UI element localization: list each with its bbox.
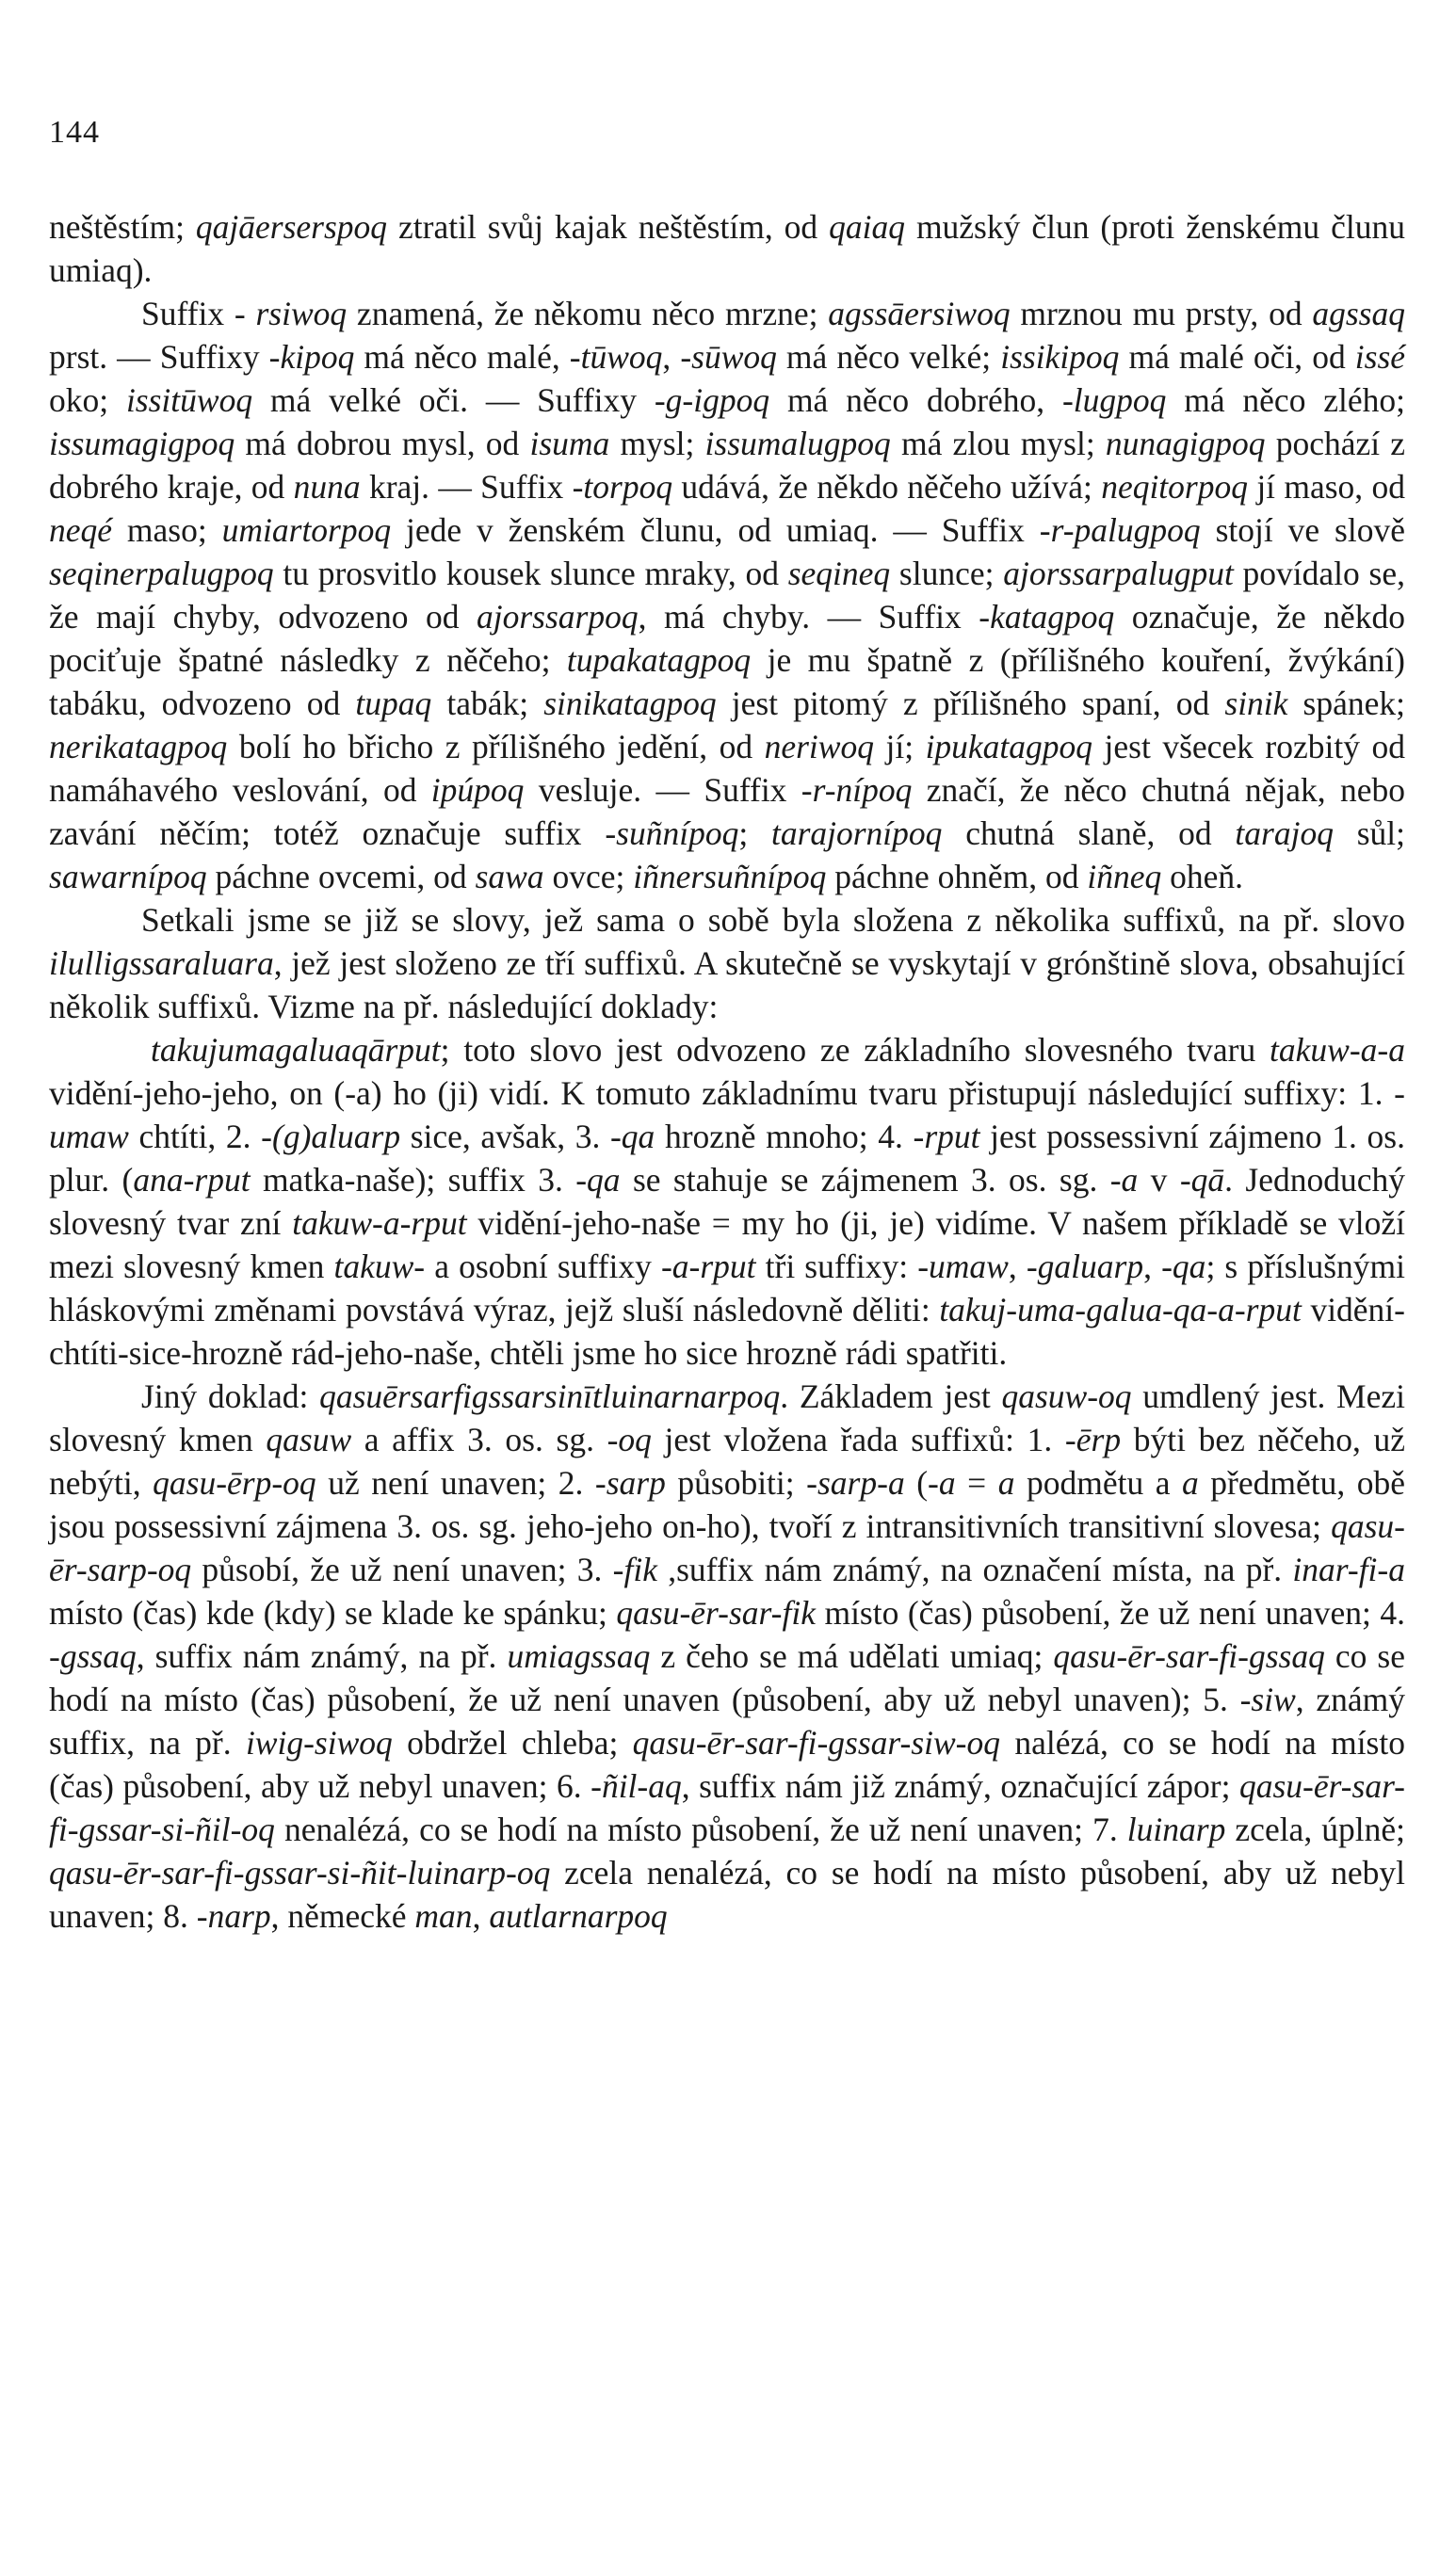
italic-term: -sūwoq: [680, 338, 777, 376]
italic-term: qasu-ērp-oq: [153, 1464, 316, 1502]
text-run: neštěstím;: [49, 208, 196, 246]
italic-term: neqé: [49, 511, 113, 549]
text-run: co se hodí na místo (čas) působení, že už není unaven (působení, aby už nebyl unaven); 5.: [49, 1637, 1405, 1718]
italic-term: isuma: [529, 425, 610, 462]
text-run: je mu špatně z (přílišného kouření, žvýkání) tabáku, odvozeno od: [49, 641, 1405, 722]
text-run: slunce;: [890, 555, 1004, 592]
text-run: udává, že někdo něčeho užívá;: [672, 468, 1102, 506]
italic-term: -qa: [575, 1161, 621, 1199]
italic-term: autlarnarpoq: [489, 1897, 668, 1935]
text-run: chtíti, 2.: [128, 1118, 262, 1155]
italic-term: umiagssaq: [507, 1637, 651, 1675]
italic-term: -qā: [1179, 1161, 1225, 1199]
text-run: maso;: [112, 511, 222, 549]
italic-term: sinik: [1224, 684, 1288, 722]
italic-term: -a: [928, 1464, 956, 1502]
italic-term: -sarp-a: [806, 1464, 905, 1502]
italic-term: -narp: [196, 1897, 271, 1935]
text-run: označuje, že někdo pociťuje špatné následky z něčeho;: [49, 598, 1405, 679]
italic-term: sawa: [475, 858, 544, 895]
italic-term: qajāerserspoq: [195, 208, 388, 246]
italic-term: tarajoq: [1235, 814, 1334, 852]
italic-term: qasuw: [266, 1421, 352, 1458]
italic-term: qasu-ēr-sar-fik: [616, 1594, 816, 1632]
italic-term: agssāersiwoq: [828, 295, 1011, 332]
italic-term: -siw: [1239, 1681, 1296, 1718]
italic-term: nerikatagpoq: [49, 728, 228, 765]
text-run: =: [955, 1464, 998, 1502]
italic-term: -torpoq: [572, 468, 673, 506]
italic-term: iñneq: [1087, 858, 1162, 895]
italic-term: takuj-uma-galua-qa-a-rput: [939, 1291, 1302, 1328]
text-run: . Základem jest: [780, 1377, 1002, 1415]
text-run: předmětu, obě jsou possessivní zájmena 3. os. sg. jeho-jeho on-ho), tvoří z intransitivních transitivní slovesa;: [49, 1464, 1405, 1545]
italic-term: rsiwoq: [255, 295, 348, 332]
italic-term: seqinerpalugpoq: [49, 555, 274, 592]
text-run: , známý suffix, na př.: [49, 1681, 1405, 1762]
text-run: jest vložena řada suffixů: 1.: [651, 1421, 1065, 1458]
text-run: jede v ženském člunu, od umiaq. — Suffix: [391, 511, 1040, 549]
italic-term: tarajornípoq: [770, 814, 943, 852]
text-run: spánek;: [1287, 684, 1405, 722]
italic-term: tupaq: [355, 684, 432, 722]
text-run: má něco velké;: [776, 338, 1001, 376]
text-run: zcela nenalézá, co se hodí na místo působení, aby už nebyl unaven; 8.: [49, 1854, 1405, 1935]
text-run: hrozně mnoho; 4.: [655, 1118, 914, 1155]
text-run: tři suffixy:: [755, 1248, 918, 1285]
text-run: prst. — Suffixy: [49, 338, 269, 376]
italic-term: nuna: [293, 468, 361, 506]
text-run: značí, že něco chutná nějak, nebo zavání něčím; totéž označuje suffix: [49, 771, 1405, 852]
text-run: se stahuje se zájmenem 3. os. sg.: [620, 1161, 1110, 1199]
text-run: páchne ovcemi, od: [206, 858, 476, 895]
italic-term: neriwoq: [764, 728, 874, 765]
paragraph-5: [49, 1375, 1405, 1938]
italic-term: seqineq: [787, 555, 891, 592]
text-run: jest possessivní zájmeno 1. os. plur. (: [49, 1118, 1405, 1199]
italic-term: issumalugpoq: [704, 425, 891, 462]
italic-term: -kipoq: [268, 338, 355, 376]
text-run: , suffix nám již známý, označující zápor;: [681, 1767, 1239, 1805]
text-run: už není unaven; 2.: [315, 1464, 595, 1502]
text-run: mysl;: [609, 425, 705, 462]
italic-term: -umaw: [917, 1248, 1009, 1285]
text-run: Setkali jsme se již se slovy, jež sama o sobě byla složena z několika suffixů, na př. slovo: [141, 901, 1405, 939]
italic-term: -suñnípoq: [605, 814, 739, 852]
text-run: stojí ve slově: [1200, 511, 1405, 549]
text-run: chutná slaně, od: [942, 814, 1236, 852]
italic-term: ipúpoq: [430, 771, 525, 809]
text-run: oko;: [49, 381, 126, 419]
text-run: umdlený jest. Mezi slovesný kmen: [49, 1377, 1405, 1458]
text-run: ovce;: [543, 858, 634, 895]
italic-term: ilulligssaraluara: [49, 944, 274, 982]
italic-term: -tūwoq: [569, 338, 663, 376]
text-run: býti bez něčeho, už nebýti,: [49, 1421, 1406, 1502]
italic-term: a: [1182, 1464, 1199, 1502]
italic-term: -r-nípoq: [801, 771, 913, 809]
italic-term: takuw-a-rput: [292, 1204, 467, 1242]
italic-term: ajorssarpalugput: [1003, 555, 1234, 592]
italic-term: -katagpoq: [979, 598, 1115, 636]
text-run: . Jednoduchý slovesný tvar zní: [49, 1161, 1405, 1242]
text-run: Suffix -: [141, 295, 256, 332]
italic-term: -a: [1109, 1161, 1139, 1199]
paragraph-2: [49, 292, 1405, 898]
text-run: mužský člun (proti ženskému člunu umiaq).: [49, 208, 1405, 289]
text-run: jest pitomý z přílišného spaní, od: [716, 684, 1225, 722]
italic-term: iñnersuñnípoq: [633, 858, 827, 895]
body-text: [49, 205, 1405, 1938]
italic-term: ipukatagpoq: [925, 728, 1093, 765]
text-run: tu prosvitlo kousek slunce mraky, od: [273, 555, 788, 592]
text-run: povídalo se, že mají chyby, odvozeno od: [49, 555, 1405, 636]
text-run: sice, avšak, 3.: [400, 1118, 610, 1155]
text-run: jest všecek rozbitý od namáhavého veslování, od: [49, 728, 1405, 809]
text-run: zcela, úplně;: [1225, 1811, 1406, 1848]
text-run: jí maso, od: [1248, 468, 1405, 506]
text-run: obdržel chleba;: [392, 1724, 633, 1762]
italic-term: issé: [1354, 338, 1406, 376]
text-run: matka-naše); suffix 3.: [250, 1161, 576, 1199]
italic-term: luinarp: [1126, 1811, 1226, 1848]
text-run: ; s příslušnými hláskovými změnami povstává výraz, jejž sluší následovně děliti:: [49, 1248, 1406, 1328]
text-run: ,: [472, 1897, 490, 1935]
text-run: , jež jest složeno ze tří suffixů. A skutečně se vyskytají v grónštině slova, obsahující několik suffixů. Vizme na př. následující doklady:: [49, 944, 1405, 1025]
italic-term: iwig-siwoq: [245, 1724, 393, 1762]
text-run: místo (čas) působení, že už není unaven; 4.: [815, 1594, 1406, 1632]
italic-term: qasuw-oq: [1001, 1377, 1132, 1415]
paragraph-3: [49, 898, 1405, 1028]
italic-term: qasu-ēr-sar-fi-gssar-siw-oq: [632, 1724, 1001, 1762]
text-run: oheň.: [1161, 858, 1243, 895]
italic-term: umiartorpoq: [221, 511, 392, 549]
text-run: v: [1138, 1161, 1180, 1199]
text-run: ,: [1143, 1248, 1162, 1285]
text-run: podmětu a: [1014, 1464, 1182, 1502]
text-run: znamená, že někomu něco mrzne;: [347, 295, 829, 332]
italic-term: takujumagaluaqārput: [151, 1031, 441, 1069]
paragraph-4: [49, 1028, 1405, 1375]
text-run: sůl;: [1333, 814, 1405, 852]
text-run: má něco dobrého,: [769, 381, 1062, 419]
italic-term: -rput: [913, 1118, 980, 1155]
text-run: , má chyby. — Suffix: [638, 598, 979, 636]
text-run: ,: [1008, 1248, 1027, 1285]
text-run: jí;: [873, 728, 926, 765]
italic-term: qasuērsarfigssarsinītluinarnarpoq: [319, 1377, 781, 1415]
text-run: má malé oči, od: [1119, 338, 1355, 376]
italic-term: nunagigpoq: [1105, 425, 1266, 462]
italic-term: -r-palugpoq: [1039, 511, 1201, 549]
paragraph-1: [49, 205, 1405, 292]
italic-term: qasu-ēr-sar-fi-gssar-si-ñil-oq: [49, 1767, 1405, 1848]
italic-term: -qa: [1161, 1248, 1206, 1285]
italic-term: agssaq: [1312, 295, 1405, 332]
text-run: ztratil svůj kajak neštěstím, od: [387, 208, 830, 246]
italic-term: -lugpoq: [1061, 381, 1167, 419]
italic-term: -g-igpoq: [654, 381, 770, 419]
text-run: místo (čas) kde (kdy) se klade ke spánku;: [49, 1594, 617, 1632]
text-run: vesluje. — Suffix: [524, 771, 801, 809]
text-run: kraj. — Suffix: [360, 468, 573, 506]
italic-term: neqitorpoq: [1101, 468, 1248, 506]
text-run: má dobrou mysl, od: [235, 425, 530, 462]
page-number: 144: [49, 115, 100, 150]
text-run: mrznou mu prsty, od: [1010, 295, 1313, 332]
text-run: má něco zlého;: [1166, 381, 1405, 419]
italic-term: qasu-ēr-sarp-oq: [49, 1507, 1405, 1588]
text-run: vidění-chtíti-sice-hrozně rád-jeho-naše, chtěli jsme ho sice hrozně rádi spatřiti.: [49, 1291, 1405, 1372]
text-run: a affix 3. os. sg.: [351, 1421, 607, 1458]
text-run: ,: [662, 338, 681, 376]
italic-term: -ērp: [1064, 1421, 1122, 1458]
italic-term: -oq: [607, 1421, 652, 1458]
text-run: působiti;: [665, 1464, 807, 1502]
italic-term: qaiaq: [829, 208, 905, 246]
text-run: páchne ohněm, od: [826, 858, 1088, 895]
italic-term: man: [414, 1897, 473, 1935]
italic-term: -sarp: [594, 1464, 666, 1502]
italic-term: -fik: [612, 1551, 657, 1588]
italic-term: ana-rput: [133, 1161, 251, 1199]
italic-term: -ñil-aq: [590, 1767, 682, 1805]
italic-term: takuw-a-a: [1270, 1031, 1405, 1069]
text-run: působí, že už není unaven; 3.: [191, 1551, 613, 1588]
italic-term: takuw-: [333, 1248, 426, 1285]
text-run: pochází z dobrého kraje, od: [49, 425, 1405, 506]
italic-term: -gssaq: [49, 1637, 137, 1675]
italic-term: issitūwoq: [125, 381, 253, 419]
italic-term: issumagigpoq: [49, 425, 235, 462]
text-run: nalézá, co se hodí na místo (čas) působení, aby už nebyl unaven; 6.: [49, 1724, 1405, 1805]
text-run: , suffix nám známý, na př.: [136, 1637, 508, 1675]
italic-term: sinikatagpoq: [543, 684, 717, 722]
italic-term: -qa: [609, 1118, 655, 1155]
text-run: má velké oči. — Suffixy: [252, 381, 655, 419]
text-run: z čeho se má udělati umiaq;: [650, 1637, 1054, 1675]
italic-term: a: [997, 1464, 1015, 1502]
text-run: ,suffix nám známý, na označení místa, na př.: [656, 1551, 1293, 1588]
text-run: vidění-jeho-jeho, on (-a) ho (ji) vidí. K tomuto základnímu tvaru přistupují následující suffixy: 1.: [49, 1074, 1395, 1112]
italic-term: inar-fi-a: [1292, 1551, 1405, 1588]
text-run: má něco malé,: [354, 338, 570, 376]
text-run: ; toto slovo jest odvozeno ze základního slovesného tvaru: [440, 1031, 1270, 1069]
text-run: bolí ho břicho z přílišného jedění, od: [227, 728, 765, 765]
text-run: nenalézá, co se hodí na místo působení, že už není unaven; 7.: [274, 1811, 1127, 1848]
text-run: má zlou mysl;: [890, 425, 1106, 462]
text-run: ;: [738, 814, 771, 852]
italic-term: sawarnípoq: [49, 858, 207, 895]
text-run: tabák;: [431, 684, 544, 722]
italic-term: ajorssarpoq: [476, 598, 639, 636]
text-run: , německé: [270, 1897, 415, 1935]
italic-term: tupakatagpoq: [566, 641, 752, 679]
italic-term: -umaw: [49, 1074, 1405, 1155]
italic-term: issikipoq: [1000, 338, 1120, 376]
italic-term: -(g)aluarp: [261, 1118, 401, 1155]
text-run: Jiný doklad:: [141, 1377, 320, 1415]
text-run: (: [904, 1464, 929, 1502]
italic-term: -galuarp: [1026, 1248, 1144, 1285]
text-run: vidění-jeho-naše = my ho (ji, je) vidíme. V našem příkladě se vloží mezi slovesný kmen: [49, 1204, 1405, 1285]
text-run: a osobní suffixy: [425, 1248, 661, 1285]
italic-term: qasu-ēr-sar-fi-gssar-si-ñit-luinarp-oq: [49, 1854, 551, 1892]
italic-term: qasu-ēr-sar-fi-gssaq: [1053, 1637, 1325, 1675]
italic-term: -a-rput: [660, 1248, 756, 1285]
